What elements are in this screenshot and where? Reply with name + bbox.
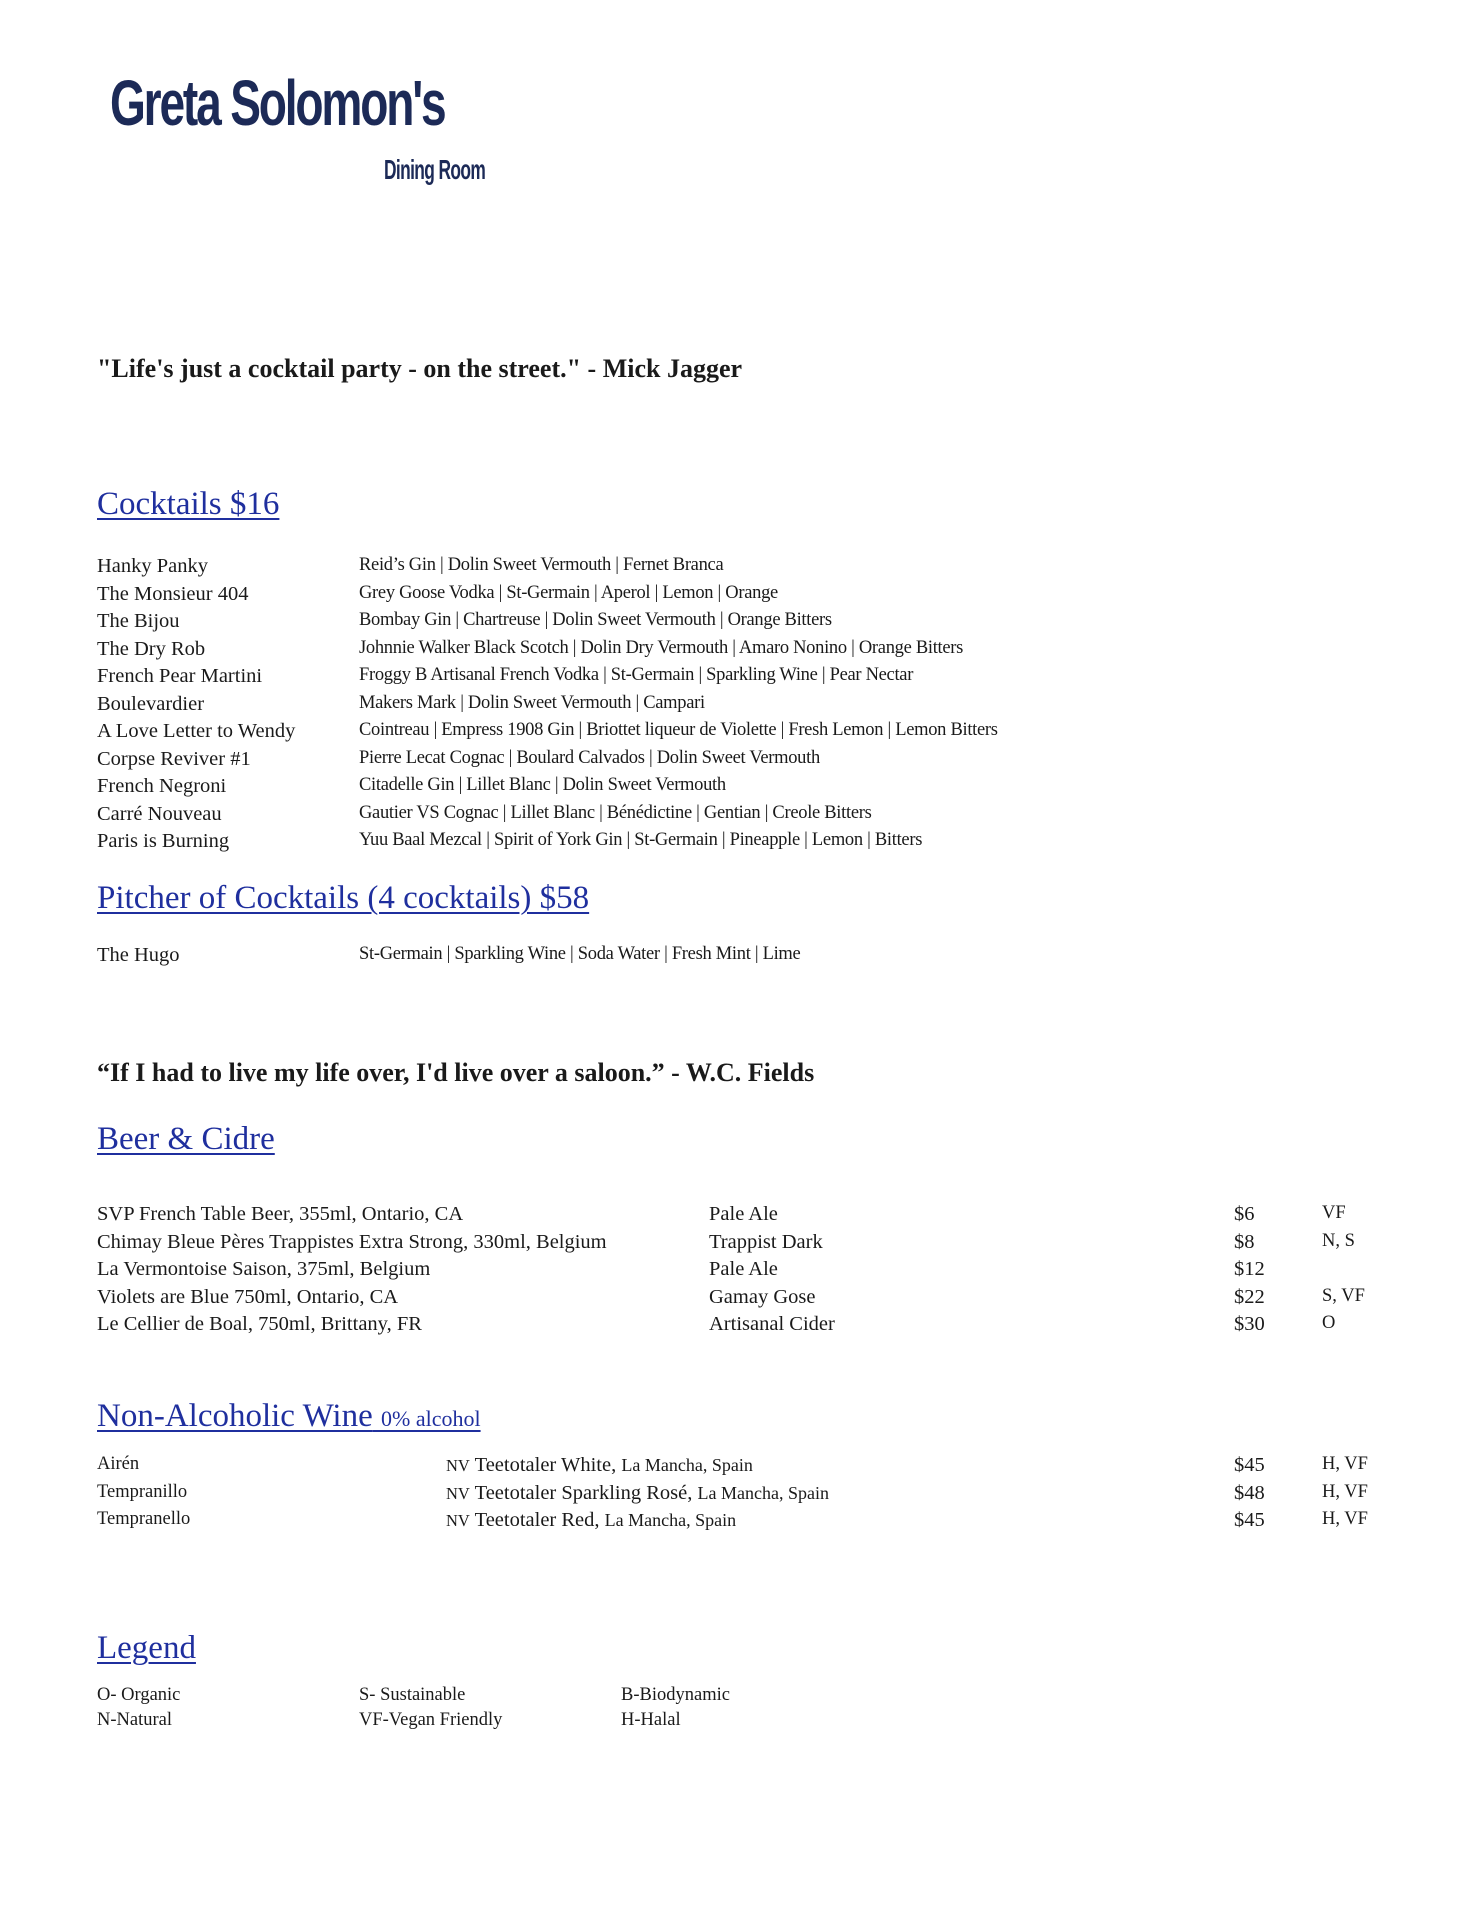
wine-name: Teetotaler Sparkling Rosé, xyxy=(474,1481,693,1504)
list-item xyxy=(0,803,1484,831)
wine-region: La Mancha, Spain xyxy=(604,1510,737,1530)
na-wine-title: Non-Alcoholic Wine xyxy=(97,1398,373,1434)
legend-row xyxy=(0,1710,1484,1735)
list-item xyxy=(0,583,1484,611)
wine-description xyxy=(446,1454,753,1477)
list-item xyxy=(0,610,1484,638)
list-item xyxy=(0,693,1484,721)
logo-subtitle: Dining Room xyxy=(384,154,486,185)
cocktail-ingredients: Johnnie Walker Black Scotch | Dolin Dry Vermouth | Amaro Nonino | Orange Bitters xyxy=(359,637,964,658)
wine-price: $45 xyxy=(1234,1454,1265,1476)
cocktail-name: The Dry Rob xyxy=(97,637,206,660)
wine-grape: Tempranello xyxy=(97,1509,191,1529)
cocktail-ingredients: Cointreau | Empress 1908 Gin | Briottet liqueur de Violette | Fresh Lemon | Lemon Bitters xyxy=(359,720,998,740)
list-item xyxy=(0,1509,1484,1537)
beer-list xyxy=(0,1203,1484,1341)
list-item xyxy=(0,944,1484,972)
wine-description xyxy=(446,1509,736,1532)
list-item xyxy=(0,748,1484,776)
quote-jagger: "Life's just a cocktail party - on the street." - Mick Jagger xyxy=(97,354,743,383)
cocktail-ingredients: Bombay Gin | Chartreuse | Dolin Sweet Vermouth | Orange Bitters xyxy=(359,610,832,630)
beer-style: Gamay Gose xyxy=(709,1285,816,1308)
list-item xyxy=(0,555,1484,583)
cocktail-name: French Negroni xyxy=(97,775,227,797)
legend-item: N-Natural xyxy=(97,1710,172,1730)
cocktail-ingredients: Reid’s Gin | Dolin Sweet Vermouth | Fernet Branca xyxy=(359,555,724,575)
legend-item: O- Organic xyxy=(97,1685,181,1705)
list-item xyxy=(0,665,1484,693)
cocktail-name: Carré Nouveau xyxy=(97,802,222,825)
wine-region: La Mancha, Spain xyxy=(697,1482,829,1503)
list-item xyxy=(0,720,1484,748)
beer-price: $12 xyxy=(1234,1258,1265,1280)
wine-vintage: NV xyxy=(446,1483,470,1503)
cocktail-name: French Pear Martini xyxy=(97,665,263,687)
list-item xyxy=(0,1482,1484,1510)
legend-item: H-Halal xyxy=(621,1710,681,1730)
list-item xyxy=(0,1258,1484,1286)
list-item xyxy=(0,1454,1484,1482)
cocktail-name: Paris is Burning xyxy=(97,830,230,852)
list-item xyxy=(0,775,1484,803)
legend-item: S- Sustainable xyxy=(359,1685,466,1705)
wine-price: $45 xyxy=(1234,1509,1265,1531)
na-wine-subtitle: 0% alcohol xyxy=(381,1406,481,1431)
wine-price: $48 xyxy=(1234,1481,1265,1504)
wine-grape: Airén xyxy=(97,1454,140,1474)
wine-vintage: NV xyxy=(446,1456,470,1475)
section-title-legend: Legend xyxy=(97,1630,196,1666)
cocktail-ingredients: Makers Mark | Dolin Sweet Vermouth | Campari xyxy=(359,692,705,713)
section-title-beer: Beer & Cidre xyxy=(97,1121,275,1157)
pitcher-list xyxy=(0,944,1484,972)
restaurant-logo xyxy=(110,64,500,204)
cocktail-ingredients: Citadelle Gin | Lillet Blanc | Dolin Sweet Vermouth xyxy=(359,775,726,795)
beer-name: Le Cellier de Boal, 750ml, Brittany, FR xyxy=(97,1313,422,1335)
wine-description xyxy=(446,1482,829,1505)
wine-region: La Mancha, Spain xyxy=(621,1455,753,1475)
cocktail-name: Boulevardier xyxy=(97,692,205,715)
cocktail-ingredients: Gautier VS Cognac | Lillet Blanc | Bénédictine | Gentian | Creole Bitters xyxy=(359,802,872,823)
wine-grape: Tempranillo xyxy=(97,1481,188,1502)
beer-style: Trappist Dark xyxy=(709,1230,823,1253)
quote-fields: “If I had to live my life over, I'd live over a saloon.” - W.C. Fields xyxy=(97,1058,815,1087)
cocktail-ingredients: Froggy B Artisanal French Vodka | St-Germain | Sparkling Wine | Pear Nectar xyxy=(359,665,914,685)
beer-name: Chimay Bleue Pères Trappistes Extra Strong, 330ml, Belgium xyxy=(97,1230,607,1253)
cocktail-ingredients: Yuu Baal Mezcal | Spirit of York Gin | St-Germain | Pineapple | Lemon | Bitters xyxy=(359,830,923,850)
wine-name: Teetotaler Red, xyxy=(474,1509,600,1531)
cocktail-ingredients: St-Germain | Sparkling Wine | Soda Water | Fresh Mint | Lime xyxy=(359,944,801,964)
wine-vintage: NV xyxy=(446,1511,470,1530)
beer-price: $8 xyxy=(1234,1230,1255,1253)
cocktail-name: The Hugo xyxy=(97,944,180,966)
cocktail-name: A Love Letter to Wendy xyxy=(97,720,296,742)
beer-style: Artisanal Cider xyxy=(709,1313,835,1335)
legend-item: B-Biodynamic xyxy=(621,1685,730,1705)
list-item xyxy=(0,1203,1484,1231)
na-wine-list xyxy=(0,1454,1484,1537)
beer-name: La Vermontoise Saison, 375ml, Belgium xyxy=(97,1258,431,1280)
beer-style: Pale Ale xyxy=(709,1203,778,1225)
cocktail-name: The Monsieur 404 xyxy=(97,582,249,605)
list-item xyxy=(0,638,1484,666)
beer-tags: S, VF xyxy=(1322,1285,1365,1306)
logo-name: Greta Solomon's xyxy=(110,67,445,139)
section-title-na-wine xyxy=(97,1398,481,1435)
beer-style: Pale Ale xyxy=(709,1258,778,1280)
beer-price: $30 xyxy=(1234,1313,1265,1335)
legend-item: VF-Vegan Friendly xyxy=(359,1710,503,1730)
section-title-pitcher: Pitcher of Cocktails (4 cocktails) $58 xyxy=(97,880,590,916)
list-item xyxy=(0,1286,1484,1314)
beer-tags: N, S xyxy=(1322,1230,1355,1251)
beer-price: $6 xyxy=(1234,1203,1255,1225)
list-item xyxy=(0,1313,1484,1341)
cocktail-name: The Bijou xyxy=(97,610,180,632)
cocktail-ingredients: Pierre Lecat Cognac | Boulard Calvados | Dolin Sweet Vermouth xyxy=(359,747,820,768)
section-title-cocktails: Cocktails $16 xyxy=(97,486,280,522)
wine-tags: H, VF xyxy=(1322,1481,1368,1502)
cocktail-ingredients: Grey Goose Vodka | St-Germain | Aperol | Lemon | Orange xyxy=(359,582,778,603)
beer-name: Violets are Blue 750ml, Ontario, CA xyxy=(97,1285,399,1308)
cocktail-name: Corpse Reviver #1 xyxy=(97,747,251,770)
beer-tags: VF xyxy=(1322,1203,1346,1223)
beer-name: SVP French Table Beer, 355ml, Ontario, CA xyxy=(97,1203,464,1225)
wine-tags: H, VF xyxy=(1322,1454,1368,1474)
legend-row xyxy=(0,1685,1484,1710)
wine-name: Teetotaler White, xyxy=(474,1454,617,1476)
list-item xyxy=(0,830,1484,858)
beer-price: $22 xyxy=(1234,1285,1265,1308)
legend-list xyxy=(0,1685,1484,1735)
wine-tags: H, VF xyxy=(1322,1509,1368,1529)
list-item xyxy=(0,1231,1484,1259)
beer-tags: O xyxy=(1322,1313,1336,1333)
cocktail-name: Hanky Panky xyxy=(97,555,209,577)
cocktail-list xyxy=(0,555,1484,858)
